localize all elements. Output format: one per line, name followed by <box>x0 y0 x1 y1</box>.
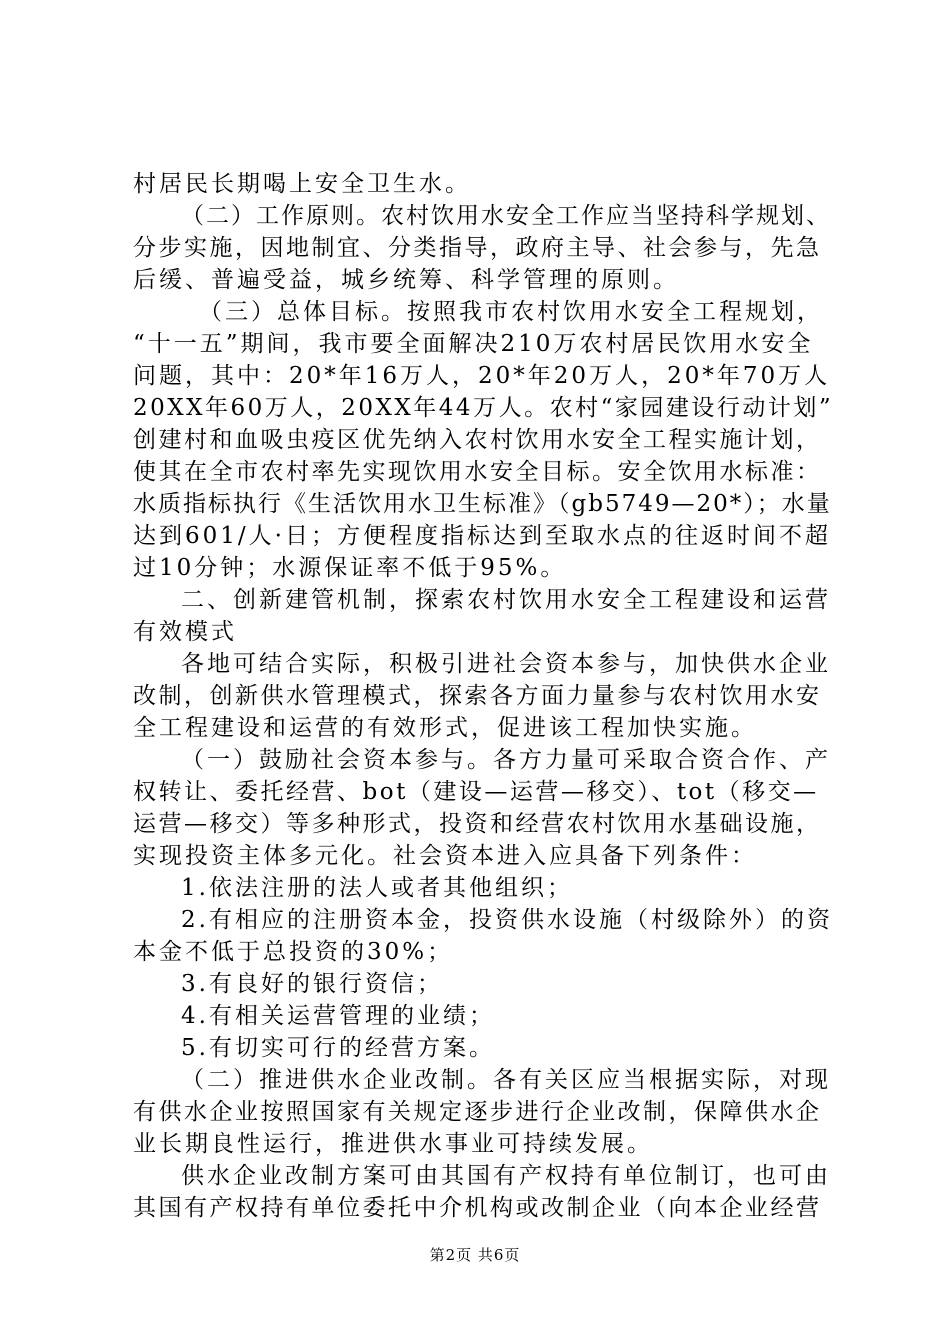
text-line: 5.有切实可行的经营方案。 <box>181 1035 495 1061</box>
text-line: 后缓、普遍受益，城乡统筹、科学管理的原则。 <box>133 267 679 293</box>
text-line: 各地可结合实际，积极引进社会资本参与，加快供水企业 <box>181 651 831 677</box>
text-line: 供水企业改制方案可由其国有产权持有单位制订，也可由 <box>181 1163 831 1189</box>
page-number-label: 第2页 共6页 <box>429 1246 521 1264</box>
text-line: 本金不低于总投资的30%； <box>133 939 454 965</box>
text-line: 业长期良性运行，推进供水事业可持续发展。 <box>133 1131 653 1157</box>
text-line: 分步实施，因地制宜、分类指导，政府主导、社会参与，先急 <box>133 235 822 261</box>
text-line: 运营—移交）等多种形式，投资和经营农村饮用水基础设施， <box>133 811 822 837</box>
text-line: 创建村和血吸虫疫区优先纳入农村饮用水安全工程实施计划， <box>133 427 822 453</box>
text-line: （二）推进供水企业改制。各有关区应当根据实际，对现 <box>181 1067 831 1093</box>
text-line: 过10分钟；水源保证率不低于95%。 <box>133 555 567 581</box>
text-line: 全工程建设和运营的有效形式，促进该工程加快实施。 <box>133 715 757 741</box>
document-body <box>133 168 833 1224</box>
text-line: 2.有相应的注册资本金，投资供水设施（村级除外）的资 <box>181 907 833 933</box>
text-line: 问题，其中：20*年16万人，20*年20万人，20*年70万人 <box>133 363 831 389</box>
text-line: 使其在全市农村率先实现饮用水安全目标。安全饮用水标准： <box>133 459 822 485</box>
page-footer <box>0 1245 950 1265</box>
text-line: 权转让、委托经营、bot（建设—运营—移交）、tot（移交— <box>133 779 819 805</box>
text-line: 有供水企业按照国家有关规定逐步进行企业改制，保障供水企 <box>133 1099 822 1125</box>
text-line: “十一五”期间，我市要全面解决210万农村居民饮用水安全 <box>133 331 814 357</box>
text-line: 有效模式 <box>133 619 237 645</box>
text-line: 其国有产权持有单位委托中介机构或改制企业（向本企业经营 <box>133 1195 822 1221</box>
text-line: 改制，创新供水管理模式，探索各方面力量参与农村饮用水安 <box>133 683 822 709</box>
text-line: 村居民长期喝上安全卫生水。 <box>133 171 471 197</box>
text-line: 3.有良好的银行资信； <box>181 971 443 997</box>
text-line: 达到601/人·日；方便程度指标达到至取水点的往返时间不超 <box>133 523 831 549</box>
text-line: 20XX年60万人，20XX年44万人。农村“家园建设行动计划” <box>133 395 834 421</box>
text-line: （二）工作原则。农村饮用水安全工作应当坚持科学规划、 <box>181 203 831 229</box>
text-line: 1.依法注册的法人或者其他组织； <box>181 875 573 901</box>
text-line: 水质指标执行《生活饮用水卫生标准》（gb5749—20*）；水量 <box>133 491 832 517</box>
text-line: （三）总体目标。按照我市农村饮用水安全工程规划， <box>199 299 823 325</box>
text-line: 实现投资主体多元化。社会资本进入应具备下列条件： <box>133 843 757 869</box>
text-line: 二、创新建管机制，探索农村饮用水安全工程建设和运营 <box>181 587 831 613</box>
text-line: 4.有相关运营管理的业绩； <box>181 1003 495 1029</box>
text-line: （一）鼓励社会资本参与。各方力量可采取合资合作、产 <box>181 747 831 773</box>
